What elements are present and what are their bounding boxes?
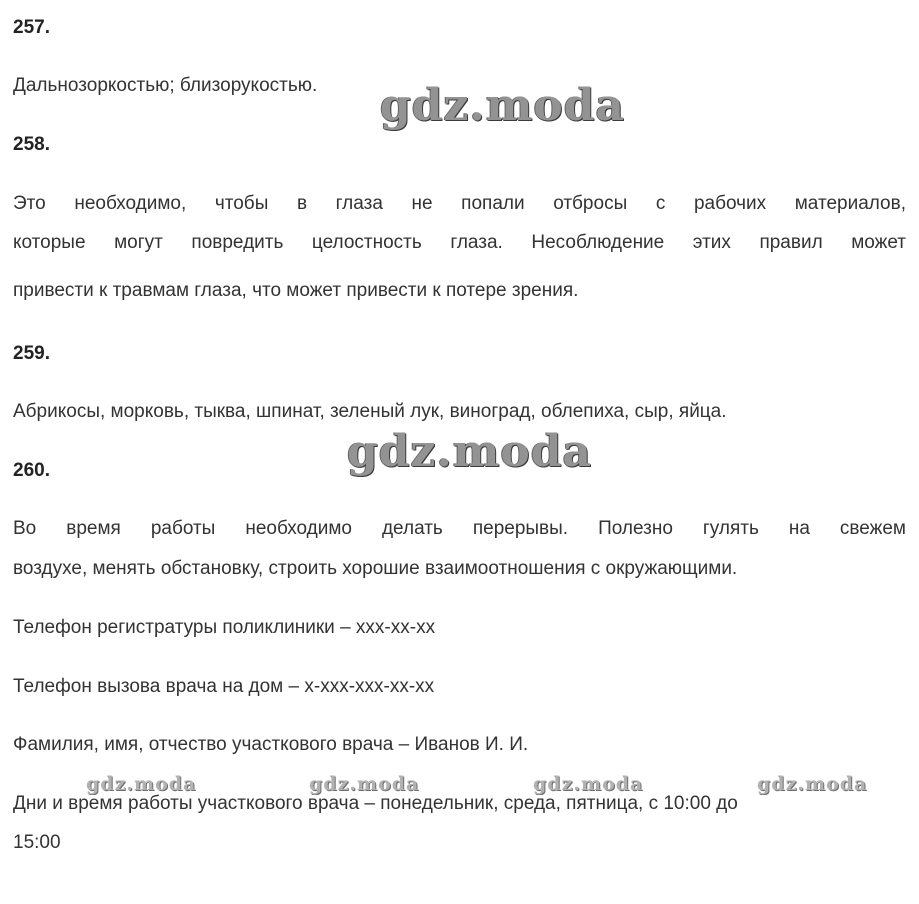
doctor-call-phone-line: Телефон вызова врача на дом – х-ххх-ххх-хх-хх bbox=[13, 676, 435, 697]
answer-260-line-2: воздухе, менять обстановку, строить хорошие взаимоотношения с окружающими. bbox=[13, 558, 738, 579]
watermark-logo: gdz.moda bbox=[380, 80, 626, 131]
doctor-name-line: Фамилия, имя, отчество участкового врача – Иванов И. И. bbox=[13, 734, 529, 755]
answer-257-line-1: Дальнозоркостью; близорукостью. bbox=[13, 75, 318, 96]
watermark-logo-small: gdz.moda bbox=[533, 773, 644, 795]
answer-259-line-1: Абрикосы, морковь, тыква, шпинат, зеленый лук, виноград, облепиха, сыр, яйца. bbox=[13, 401, 727, 422]
doctor-schedule-line-2: 15:00 bbox=[13, 832, 61, 853]
answer-258-line-3: привести к травмам глаза, что может привести к потере зрения. bbox=[13, 280, 579, 301]
watermark-logo-small: gdz.moda bbox=[86, 773, 197, 795]
watermark-logo-small: gdz.moda bbox=[309, 773, 420, 795]
answer-260-line-1: Во время работы необходимо делать перерывы. Полезно гулять на свежем bbox=[13, 518, 906, 539]
clinic-phone-line: Телефон регистратуры поликлиники – ххх-хх-хх bbox=[13, 617, 436, 638]
answer-258-line-2: которые могут повредить целостность глаза. Несоблюдение этих правил может bbox=[13, 232, 906, 253]
answer-258-line-1: Это необходимо, чтобы в глаза не попали отбросы с рабочих материалов, bbox=[13, 193, 906, 214]
doctor-schedule-line-1: Дни и время работы участкового врача – понедельник, среда, пятница, с 10:00 до bbox=[13, 793, 738, 814]
task-number-258: 258. bbox=[13, 134, 50, 155]
watermark-logo: gdz.moda bbox=[347, 426, 593, 477]
task-number-257: 257. bbox=[13, 17, 50, 38]
task-number-259: 259. bbox=[13, 343, 50, 364]
watermark-logo-small: gdz.moda bbox=[757, 773, 868, 795]
task-number-260: 260. bbox=[13, 460, 50, 481]
